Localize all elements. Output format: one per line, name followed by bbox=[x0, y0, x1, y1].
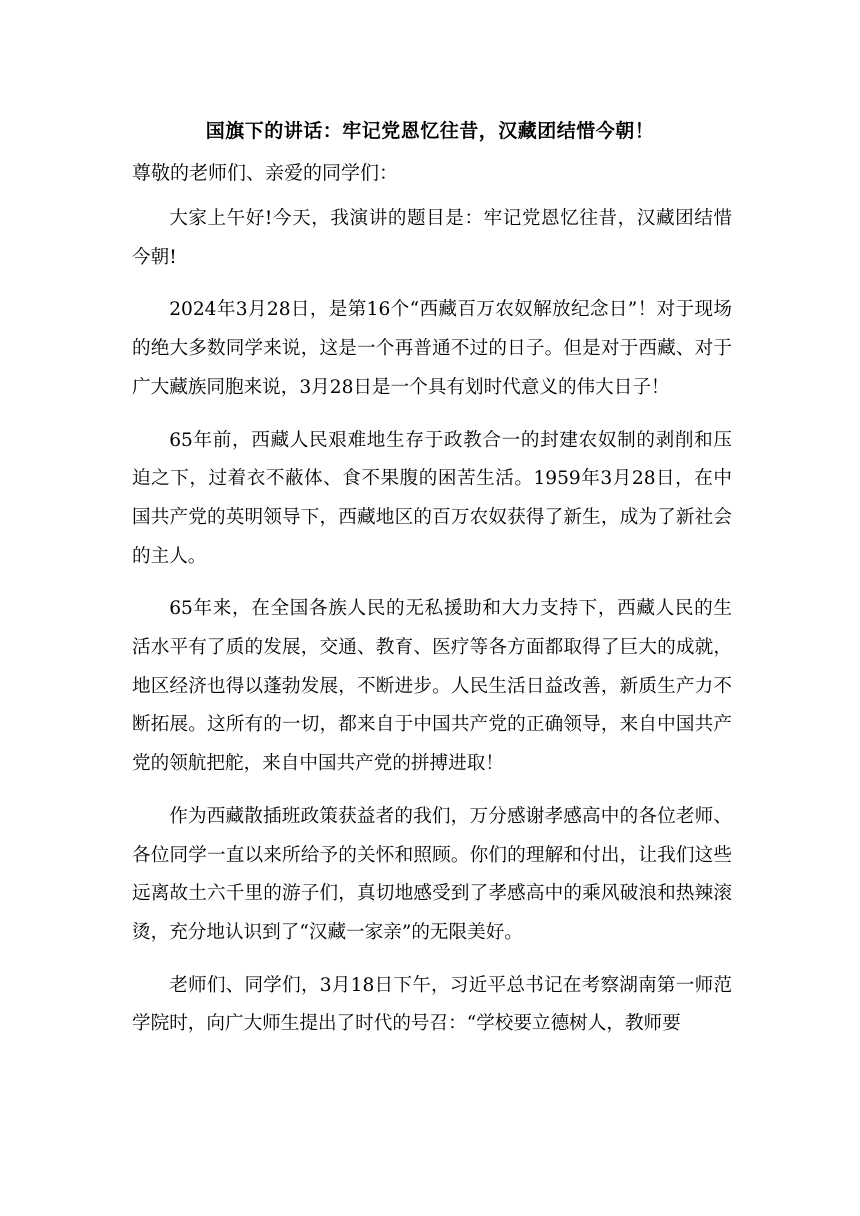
paragraph: 65年来，在全国各族人民的无私援助和大力支持下，西藏人民的生活水平有了质的发展，交通、教育、医疗等各方面都取得了巨大的成就，地区经济也得以蓬勃发展，不断进步。人民生活日益改善，新质生产力不断拓展。这所有的一切，都来自于中国共产党的正确领导，来自中国共产党的领航把舵，来自中国共产党的拼搏进取！ bbox=[132, 598, 732, 775]
paragraph: 老师们、同学们，3月18日下午，习近平总书记在考察湖南第一师范学院时，向广大师生提出了时代的号召：“学校要立德树人，教师要 bbox=[132, 974, 732, 1035]
salutation: 尊敬的老师们、亲爱的同学们： bbox=[132, 162, 399, 184]
document-title: 国旗下的讲话：牢记党恩忆往昔，汉藏团结惜今朝！ bbox=[205, 120, 655, 142]
paragraph: 作为西藏散插班政策获益者的我们，万分感谢孝感高中的各位老师、各位同学一直以来所给予的关怀和照顾。你们的理解和付出，让我们这些远离故土六千里的游子们，真切地感受到了孝感高中的乘风破浪和热辣滚烫，充分地认识到了“汉藏一家亲”的无限美好。 bbox=[132, 805, 732, 943]
paragraph: 2024年3月28日，是第16个“西藏百万农奴解放纪念日”！对于现场的绝大多数同学来说，这是一个再普通不过的日子。但是对于西藏、对于广大藏族同胞来说，3月28日是一个具有划时代意义的伟大日子！ bbox=[132, 299, 732, 398]
document-body bbox=[132, 200, 732, 1058]
paragraph: 大家上午好!今天，我演讲的题目是：牢记党恩忆往昔，汉藏团结惜今朝! bbox=[132, 208, 732, 268]
paragraph: 65年前，西藏人民艰难地生存于政教合一的封建农奴制的剥削和压迫之下，过着衣不蔽体、食不果腹的困苦生活。1959年3月28日，在中国共产党的英明领导下，西藏地区的百万农奴获得了新生，成为了新社会的主人。 bbox=[132, 429, 732, 567]
